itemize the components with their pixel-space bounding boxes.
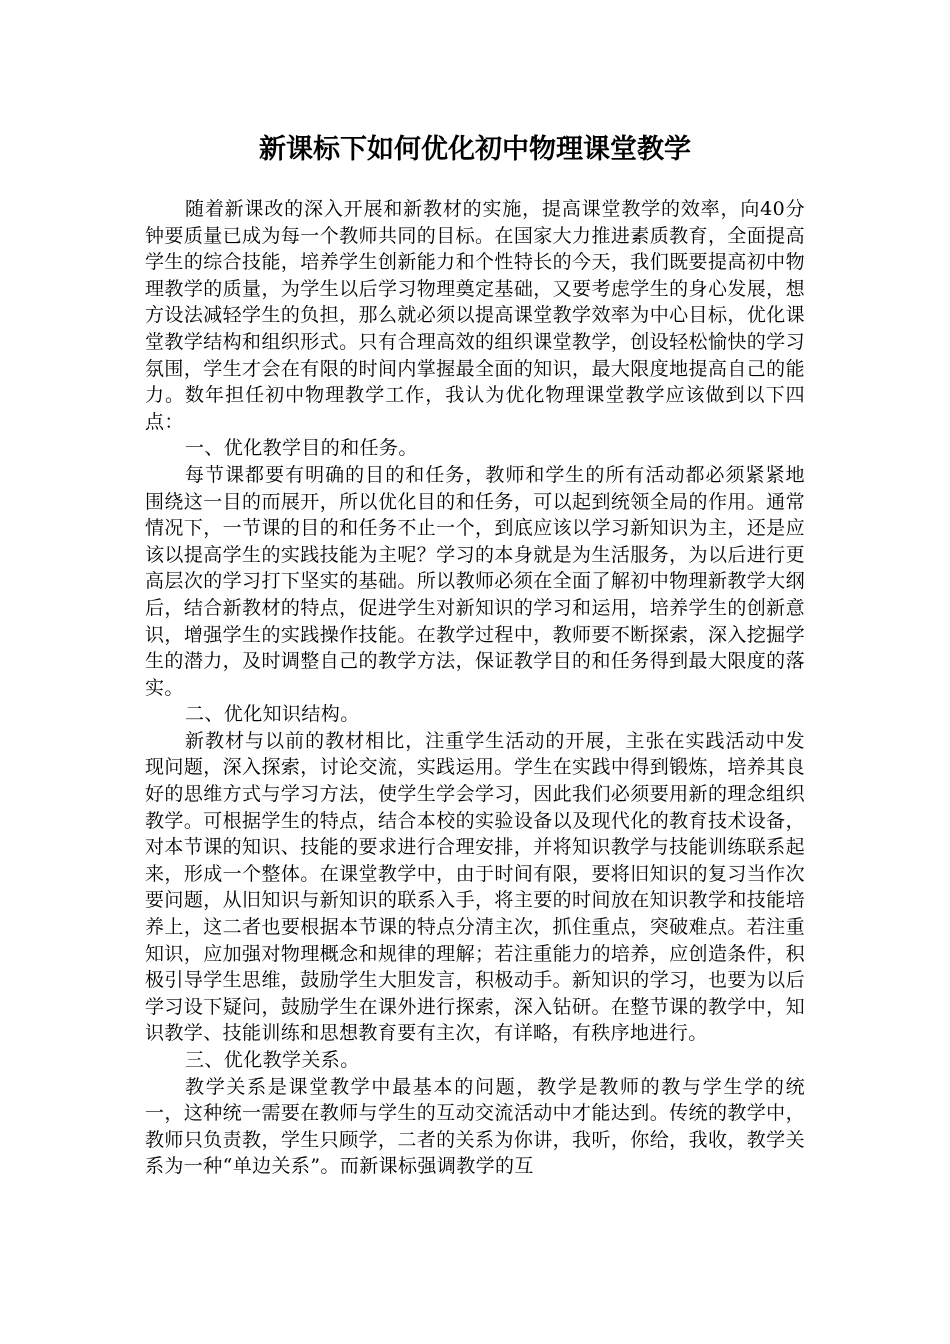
section-heading-2: 二、优化知识结构。 <box>185 703 360 726</box>
document-body <box>145 196 805 1180</box>
section-paragraph-1: 每节课都要有明确的目的和任务，教师和学生的所有活动都必须紧紧地围绕这一目的而展开，所以优化目的和任务，可以起到统领全局的作用。通常情况下，一节课的目的和任务不止一个，到底应该以学习新知识为主，还是应该以提高学生的实践技能为主呢？学习的本身就是为生活服务，为以后进行更高层次的学习打下坚实的基础。所以教师必须在全面了解初中物理新教学大纲后，结合新教材的特点，促进学生对新知识的学习和运用，培养学生的创新意识，增强学生的实践操作技能。在教学过程中，教师要不断探索，深入挖掘学生的潜力，及时调整自己的教学方法，保证教学目的和任务得到最大限度的落实。 <box>145 463 805 699</box>
section-paragraph-3: 教学关系是课堂教学中最基本的问题，教学是教师的教与学生学的统一，这种统一需要在教师与学生的互动交流活动中才能达到。传统的教学中，教师只负责教，学生只顾学，二者的关系为你讲，我听，你给，我收，教学关系为一种“单边关系”。而新课标强调教学的互 <box>145 1075 805 1178</box>
section-paragraph-2: 新教材与以前的教材相比，注重学生活动的开展，主张在实践活动中发现问题，深入探索，讨论交流，实践运用。学生在实践中得到锻炼，培养其良好的思维方式与学习方法，使学生学会学习，因此我们必须要用新的理念组织教学。可根据学生的特点，结合本校的实验设备以及现代化的教育技术设备，对本节课的知识、技能的要求进行合理安排，并将知识教学与技能训练联系起来，形成一个整体。在课堂教学中，由于时间有限，要将旧知识的复习当作次要问题，从旧知识与新知识的联系入手，将主要的时间放在知识教学和技能培养上，这二者也要根据本节课的特点分清主次，抓住重点，突破难点。若注重知识，应加强对物理概念和规律的理解；若注重能力的培养，应创造条件，积极引导学生思维，鼓励学生大胆发言，积极动手。新知识的学习，也要为以后学习设下疑问，鼓励学生在课外进行探索，深入钻研。在整节课的教学中，知识教学、技能训练和思想教育要有主次，有详略，有秩序地进行。 <box>145 729 805 1045</box>
section-heading-3: 三、优化教学关系。 <box>185 1049 360 1071</box>
intro-paragraph: 随着新课改的深入开展和新教材的实施，提高课堂教学的效率，向40分钟要质量已成为每一个教师共同的目标。在国家大力推进素质教育，全面提高学生的综合技能，培养学生创新能力和个性特长的今天，我们既要提高初中物理教学的质量，为学生以后学习物理奠定基础，又要考虑学生的身心发展，想方设法减轻学生的负担，那么就必须以提高课堂教学效率为中心目标，优化课堂教学结构和组织形式。只有合理高效的组织课堂教学，创设轻松愉快的学习氛围，学生才会在有限的时间内掌握最全面的知识，最大限度地提高自己的能力。数年担任初中物理教学工作，我认为优化物理课堂教学应该做到以下四点： <box>145 198 805 433</box>
document-title: 新课标下如何优化初中物理课堂教学 <box>259 134 691 165</box>
section-heading-1: 一、优化教学目的和任务。 <box>185 437 418 460</box>
